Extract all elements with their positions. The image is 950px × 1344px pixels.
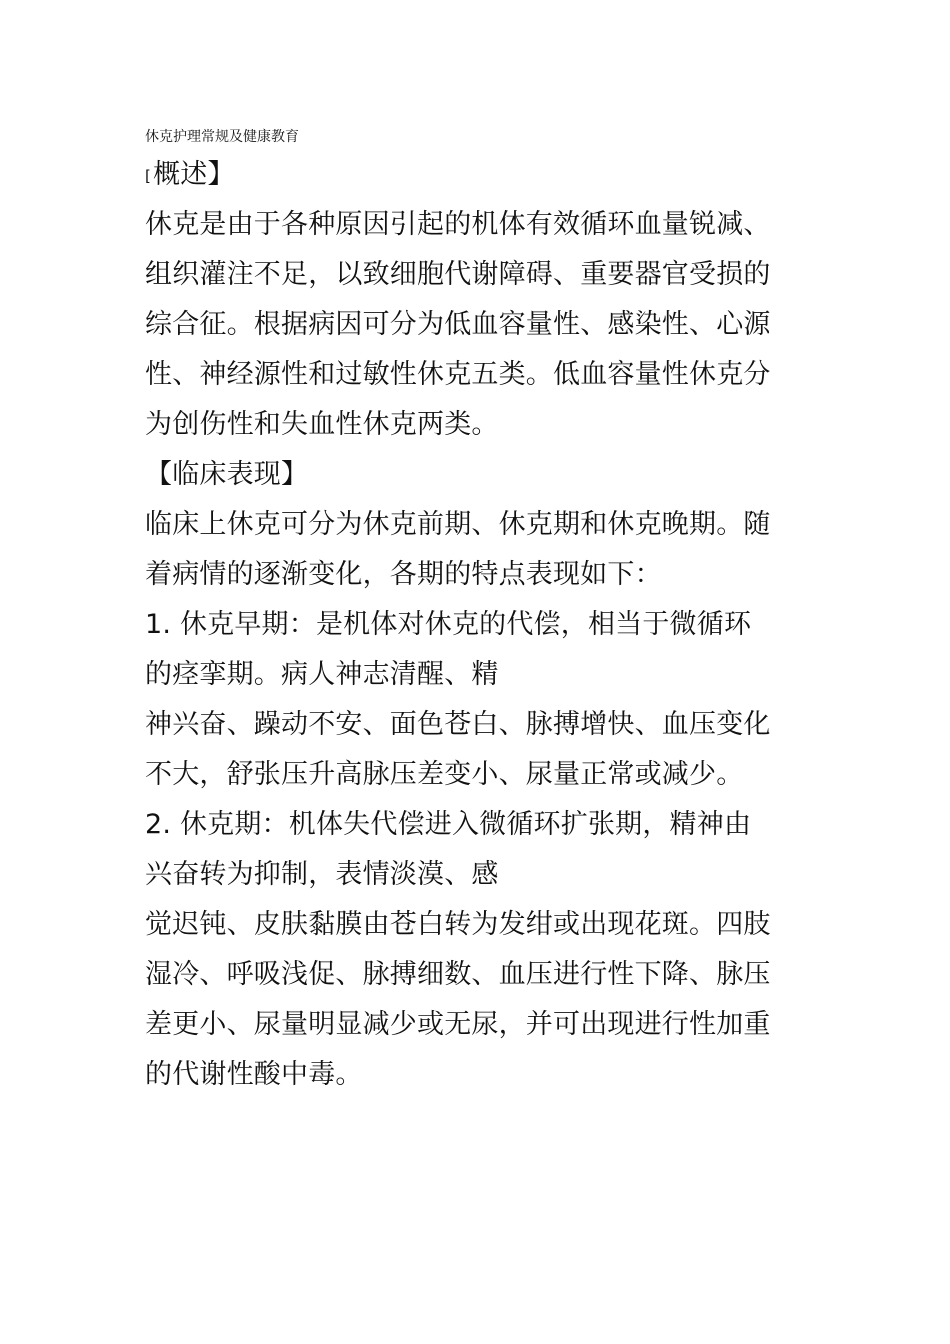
paragraph-line: 2. 休克期：机体失代偿进入微循环扩张期，精神由 [145, 809, 752, 840]
paragraph-line: 觉迟钝、皮肤黏膜由苍白转为发绀或出现花斑。四肢 [145, 909, 771, 940]
paragraph-line: 差更小、尿量明显减少或无尿，并可出现进行性加重 [145, 1009, 771, 1040]
paragraph-line: 的痉挛期。病人神志清醒、精 [145, 659, 499, 690]
paragraph-line: 临床上休克可分为休克前期、休克期和休克晚期。随 [145, 509, 771, 540]
paragraph-line: 湿冷、呼吸浅促、脉搏细数、血压进行性下降、脉压 [145, 959, 771, 990]
paragraph-line: 神兴奋、躁动不安、面色苍白、脉搏增快、血压变化 [145, 709, 771, 740]
paragraph-line: 组织灌注不足，以致细胞代谢障碍、重要器官受损的 [145, 259, 771, 290]
paragraph-line: 综合征。根据病因可分为低血容量性、感染性、心源 [145, 309, 771, 340]
document-title: 休克护理常规及健康教育 [145, 129, 299, 145]
paragraph-line: 着病情的逐渐变化，各期的特点表现如下： [145, 559, 662, 590]
section-heading-clinical: 【临床表现】 [145, 459, 309, 490]
paragraph-line: 为创伤性和失血性休克两类。 [145, 409, 499, 440]
paragraph-line: 1. 休克早期：是机体对休克的代偿，相当于微循环 [145, 609, 752, 640]
heading-text: 概述】 [153, 159, 235, 190]
section-heading-overview [145, 158, 235, 193]
heading-bracket: [ [145, 167, 152, 185]
paragraph-line: 休克是由于各种原因引起的机体有效循环血量锐减、 [145, 209, 771, 240]
paragraph-line: 性、神经源性和过敏性休克五类。低血容量性休克分 [145, 359, 771, 390]
paragraph-line: 的代谢性酸中毒。 [145, 1059, 363, 1090]
paragraph-line: 不大，舒张压升高脉压差变小、尿量正常或减少。 [145, 759, 744, 790]
paragraph-line: 兴奋转为抑制，表情淡漠、感 [145, 859, 499, 890]
